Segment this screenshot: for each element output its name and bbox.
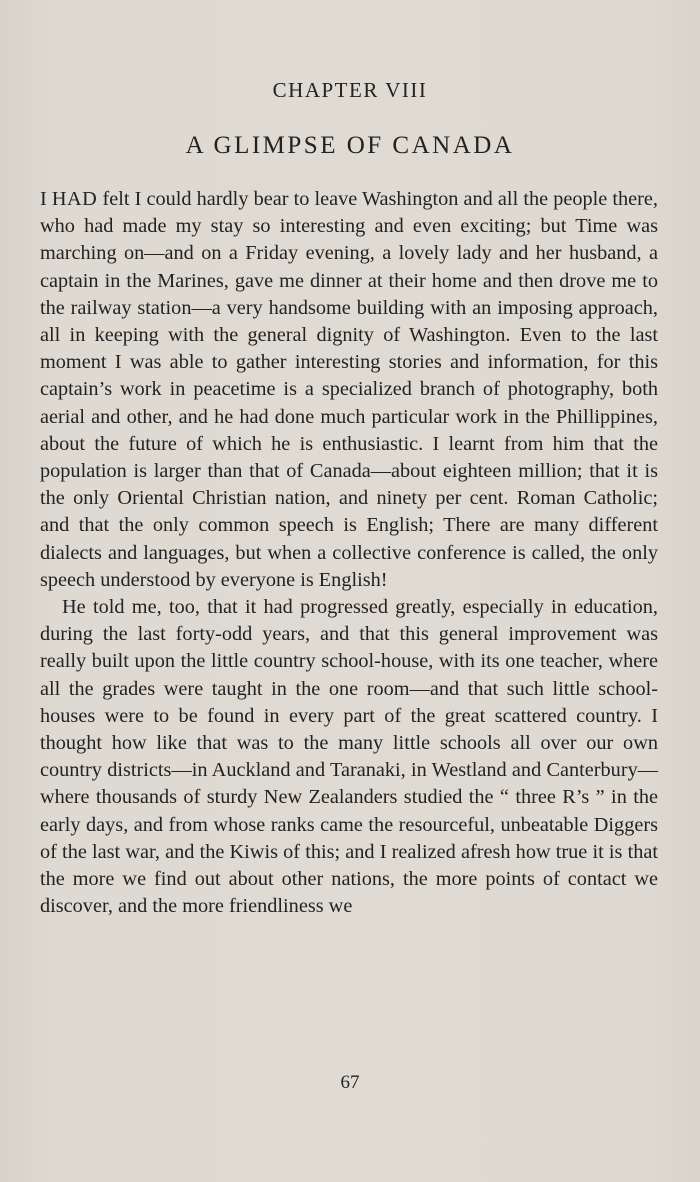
body-text xyxy=(40,186,658,920)
paragraph-1-text: felt I could hardly bear to leave Washington and all the people there, who had made my stay so interesting and even exciting; but Time was marching on—and on a Friday evening, a lovely lady and her husband, a captain in the Marines, gave me dinner at their home and then drove me to the railway station—a very handsome building with an imposing approach, all in keeping with the general dignity of Washington. Even to the last moment I was able to gather interesting stories and information, for this captain’s work in peacetime is a specialized branch of photography, both aerial and other, and he had done much particular work in the Phillippines, about the future of which he is enthusiastic. I learnt from him that the population is larger than that of Canada—about eighteen million; that it is the only Oriental Christian nation, and ninety per cent. Roman Catholic; and that the only common speech is English; There are many different dialects and languages, but when a collective conference is called, the only speech understood by everyone is English! xyxy=(40,188,658,591)
paragraph-1-lead-smallcaps: HAD xyxy=(51,188,98,210)
chapter-title: A GLIMPSE OF CANADA xyxy=(185,132,515,159)
paragraph-2: He told me, too, that it had progressed greatly, especially in education, during the last forty-odd years, and that this general improvement was really built upon the little country school-house, with its one teacher, where all the grades were taught in the one room—and that such little school-houses were to be found in every part of the great scattered country. I thought how like that was to the many little schools all over our own country districts—in Auckland and Taranaki, in Westland and Canterbury—where thousands of sturdy New Zealanders studied the “ three R’s ” in the early days, and from whose ranks came the resourceful, unbeatable Diggers of the last war, and the Kiwis of this; and I realized afresh how true it is that the more we find out about other nations, the more points of contact we discover, and the more friendliness we xyxy=(40,596,658,918)
paragraph-1 xyxy=(40,186,658,594)
page-number: 67 xyxy=(340,1072,360,1093)
chapter-number: CHAPTER VIII xyxy=(272,78,428,102)
paragraph-1-lead: I xyxy=(40,188,52,210)
